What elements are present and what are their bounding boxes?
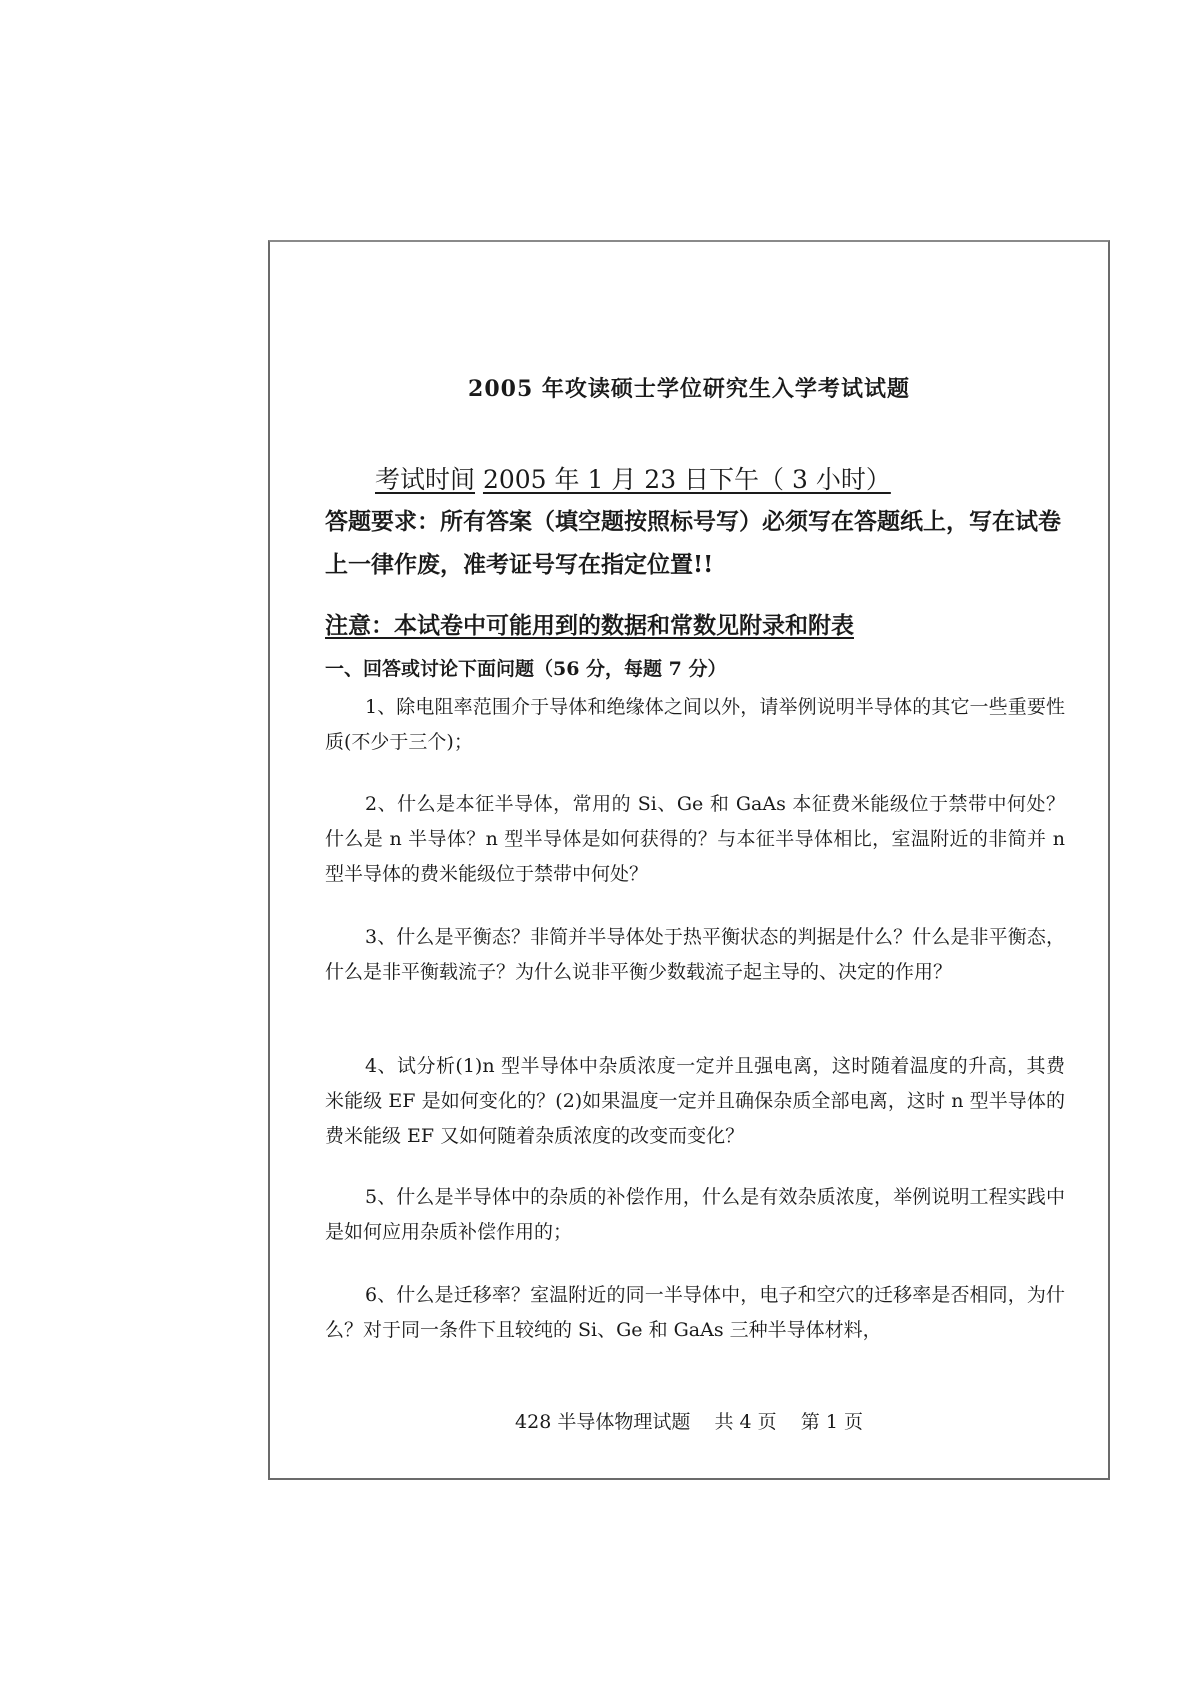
question-6: 6、什么是迁移率？室温附近的同一半导体中，电子和空穴的迁移率是否相同，为什么？对于同一条件下且较纯的 Si、Ge 和 GaAs 三种半导体材料， [325, 1284, 1065, 1341]
exam-time-value: 2005 年 1 月 23 日下午（ 3 小时） [482, 465, 891, 494]
answer-requirement: 答题要求：所有答案（填空题按照标号写）必须写在答题纸上，写在试卷上一律作废，准考证号写在指定位置!! [325, 508, 1061, 578]
question-2: 2、什么是本征半导体，常用的 Si、Ge 和 GaAs 本征费米能级位于禁带中何处？什么是 n 半导体？n 型半导体是如何获得的？与本征半导体相比，室温附近的非简并 n 型半导体的费米能级位于禁带中何处？ [325, 793, 1065, 885]
note-line: 注意：本试卷中可能用到的数据和常数见附录和附表 [325, 612, 854, 639]
question-4: 4、试分析(1)n 型半导体中杂质浓度一定并且强电离，这时随着温度的升高，其费米能级 EF 是如何变化的？(2)如果温度一定并且确保杂质全部电离，这时 n 型半导体的费米能级 EF 又如何随着杂质浓度的改变而变化？ [325, 1055, 1065, 1147]
exam-sheet [268, 240, 1110, 1480]
exam-time-label: 考试时间 [375, 465, 476, 494]
page-footer: 428 半导体物理试题 共 4 页 第 1 页 [515, 1411, 863, 1433]
question-1: 1、除电阻率范围介于导体和绝缘体之间以外，请举例说明半导体的其它一些重要性质(不少于三个)； [325, 696, 1065, 753]
exam-time [375, 460, 891, 496]
page-title: 2005 年攻读硕士学位研究生入学考试试题 [468, 376, 910, 402]
question-5: 5、什么是半导体中的杂质的补偿作用，什么是有效杂质浓度，举例说明工程实践中是如何应用杂质补偿作用的； [325, 1186, 1065, 1243]
question-3: 3、什么是平衡态？非简并半导体处于热平衡状态的判据是什么？什么是非平衡态，什么是非平衡载流子？为什么说非平衡少数载流子起主导的、决定的作用？ [325, 926, 1065, 983]
section-heading: 一、回答或讨论下面问题（56 分，每题 7 分） [325, 658, 727, 680]
